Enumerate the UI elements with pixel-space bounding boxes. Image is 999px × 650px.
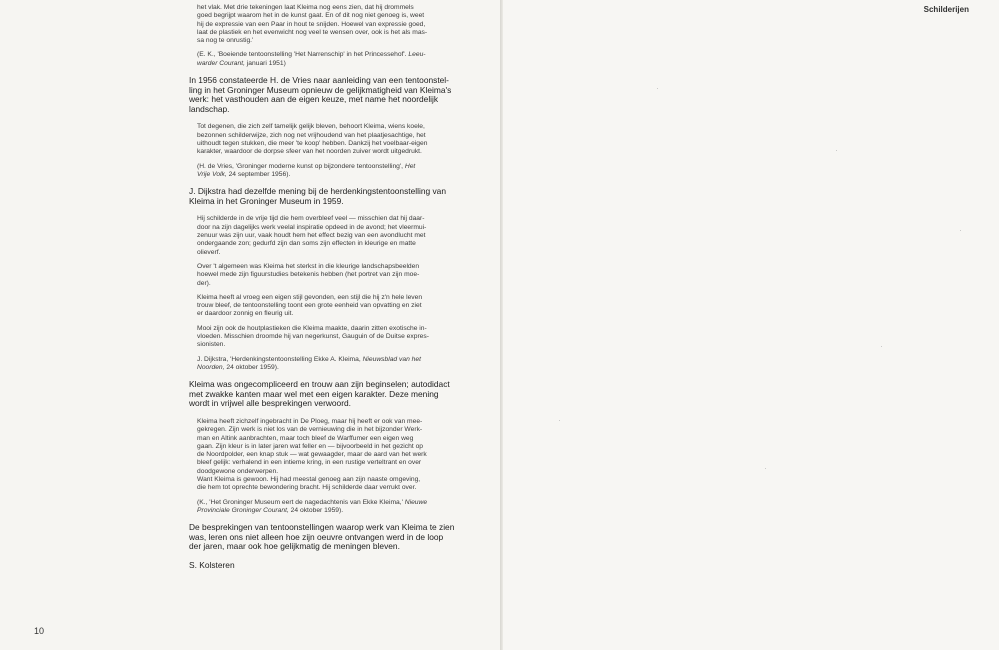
quote-paragraph: Over 't algemeen was Kleima het sterkst in die kleurige landschapsbeelden hoewel mede zijn figuurstudies betekenis hebben (het portret van zijn moe- der). <box>197 262 420 287</box>
citation-text: (H. de Vries, 'Groninger moderne kunst op bijzondere tentoonstelling', <box>197 162 405 170</box>
page-number: 10 <box>34 626 45 636</box>
body-paragraph: De besprekingen van tentoonstellingen waarop werk van Kleima te zien was, leren ons niet alleen hoe zijn oeuvre ontvangen werd in de loop der jaren, maar ook hoe gelijkmatig de meningen bleven. <box>189 522 455 552</box>
paper-speck <box>881 346 882 347</box>
quote-paragraph: Kleima heeft al vroeg een eigen stijl gevonden, een stijl die hij z'n hele leven trouw bleef, de tentoonstelling toont een grote eenheid van opvatting en ziet er daardoor zonnig en fleurig uit. <box>197 293 423 318</box>
paper-speck <box>765 468 766 469</box>
quote-paragraph: het vlak. Met drie tekeningen laat Kleima nog eens zien, dat hij drommels goed begrijpt waarom het in de kunst gaat. En of dit nog niet genoeg is, weet hij de expressie van een Paar in hout te snijden. Hoewel van expressie goed, laat de plastiek en het evenwicht nog veel te wensen over, ook is het als mas- sa nog te onrustig.' <box>197 4 428 45</box>
citation-publication: Nieuwe Provinciale Groninger Courant, <box>197 498 428 514</box>
quote-paragraph: Tot degenen, die zich zelf tamelijk gelijk bleven, behoort Kleima, wiens koele, bezonnen schilderwijze, zich nog net vrijhoudend van het plaatjesachtige, het uithoudt tegen stukken, die meer 'te koop' hebben. Dankzij het voelbaar-eigen karakter, waardoor de dorpse sfeer van het noorden zuiver wordt uitgedrukt. <box>197 123 428 156</box>
running-head: Schilderijen <box>923 5 969 14</box>
paper-speck <box>559 420 560 421</box>
source-citation <box>197 163 455 180</box>
paper-speck <box>960 230 961 231</box>
citation-date: januari 1951) <box>244 59 286 67</box>
quote-paragraph: Mooi zijn ook de houtplastieken die Kleima maakte, daarin zitten exotische in- vloeden. Misschien droomde hij van negerkunst, Gauguin of de Duitse expres- sionisten. <box>197 324 429 349</box>
paper-speck <box>836 150 837 151</box>
citation-publication: Nieuwsblad van het Noorden, <box>197 355 421 371</box>
author-signature: S. Kolsteren <box>189 560 235 570</box>
source-citation <box>197 51 455 68</box>
citation-date: 24 oktober 1959). <box>224 363 279 371</box>
citation-date: 24 september 1956). <box>226 170 291 178</box>
right-page <box>503 0 999 650</box>
text-column <box>189 4 455 580</box>
paper-speck <box>657 88 658 89</box>
citation-text: (E. K., 'Boeiende tentoonstelling 'Het Narrenschip' in het Princessehof'. <box>197 51 409 59</box>
source-citation <box>197 356 455 373</box>
body-paragraph: Kleima was ongecompliceerd en trouw aan zijn beginselen; autodidact met zwakke kanten maar wel met een eigen karakter. Deze mening wordt in vrijwel alle besprekingen verwoord. <box>189 379 450 409</box>
citation-text: (K., 'Het Groninger Museum eert de nagedachtenis van Ekke Kleima,' <box>197 498 405 506</box>
quote-paragraph: Kleima heeft zichzelf ingebracht in De Ploeg, maar hij heeft er ook van mee- gekregen. Zijn werk is niet los van de vernieuwing die in het bijzonder Werk- man en Altink aanbrachten, maar toch bleef de Warffumer een eigen weg gaan. Zijn kleur is in later jaren wat feller en — bijvoorbeeld in het gezicht op de Noordpolder, een knap stuk — wat gewaagder, maar de aard van het werk bleef gelijk: verhalend in een intieme kring, in een rustige verteltrant en over doodgewone onderwerpen. Want Kleima is gewoon. Hij had meestal genoeg aan zijn naaste omgeving, die hem tot oprechte bewondering bracht. Hij schilderde daar verrukt over. <box>197 417 427 492</box>
citation-publication: Het Vrije Volk, <box>197 162 416 178</box>
citation-publication: Leeu- warder Courant, <box>197 51 426 67</box>
quote-paragraph: Hij schilderde in de vrije tijd die hem overbleef veel — misschien dat hij daar- door na zijn dagelijks werk veelal inspiratie opdeed in de avond; het vleermui- zenuur was zijn uur, vaak houdt hem het effect bezig van een avondlucht met ondergaande zon; gedurfd zijn dan soms zijn effecten in kleurige en matte olieverf. <box>197 215 427 256</box>
body-paragraph: In 1956 constateerde H. de Vries naar aanleiding van een tentoonstel- ling in het Groninger Museum opnieuw de gelijkmatigheid van Kleima's werk: het vasthouden aan de eigen keuze, met name het noordelijk landschap. <box>189 75 452 114</box>
citation-date: 24 oktober 1959). <box>288 506 344 514</box>
citation-text: J. Dijkstra, 'Herdenkingstentoonstelling Ekke A. Kleima, <box>197 355 363 363</box>
source-citation <box>197 499 455 516</box>
body-paragraph: J. Dijkstra had dezelfde mening bij de herdenkingstentoonstelling van Kleima in het Groninger Museum in 1959. <box>189 186 446 206</box>
